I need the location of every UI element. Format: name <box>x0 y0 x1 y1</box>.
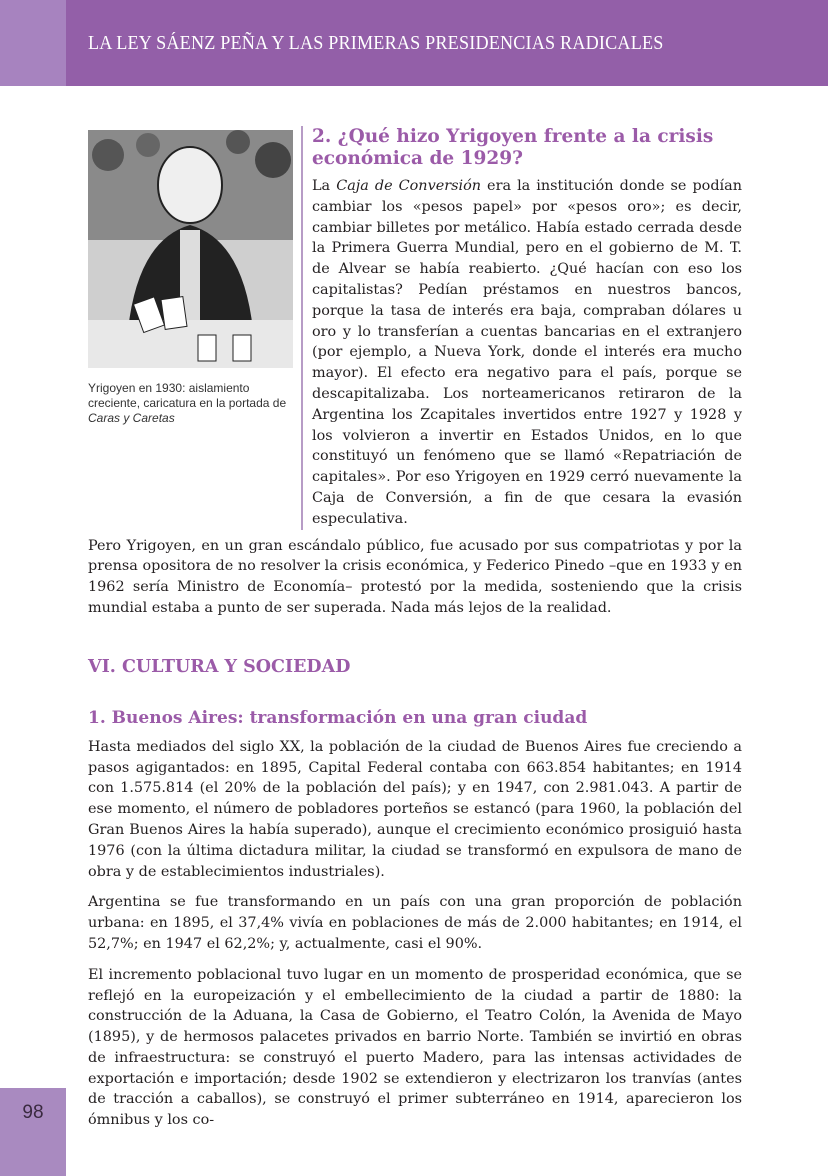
body-paragraph: El incremento poblacional tuvo lugar en un momento de prosperidad económica, que se reflejó en la europeización y el embellecimiento de la ciudad a partir de 1880: la construcción de la Aduana, la Casa de Gobierno, el Teatro Colón, la Avenida de Mayo (1895), y de hermosos palacetes privados en barrio Norte. También se invirtió en obras de infraestructura: se construyó el puerto Madero, para las intensas actividades de exportación e importación; desde 1902 se extendieron y electrizaron los tranvías (antes de tracción a caballos), se construyó el primer subterráneo en 1914, aparecieron los ómnibus y los co- <box>88 966 742 1129</box>
header-accent-strip <box>0 0 66 86</box>
section-2-block <box>88 126 742 530</box>
section-2-paragraph-2: Pero Yrigoyen, en un gran escándalo público, fue acusado por sus compatriotas y por la prensa opositora de no resolver la crisis económica, y Federico Pinedo –que en 1933 y en 1962 sería Ministro de Economía– protestó por la medida, sosteniendo que la crisis mundial estaba a punto de ser superada. Nada más lejos de la realidad. <box>88 537 742 616</box>
text: era la institución donde se podían cambiar los «pesos papel» por «pesos oro»; es decir, cambiar billetes por metálico. Había estado cerrada desde la Primera Guerra Mundial, pero en el gobierno de M. T. de Alvear se había reabierto. ¿Qué hacían con eso los capitalistas? Pedían préstamos en nuestros bancos, porque la tasa de interés era baja, compraban dólares u oro y lo transferían a cuentas bancarias en el extranjero (por ejemplo, a Nueva York, donde el interés era mucho mayor). El efecto era negativo para el país, porque se descapitalizaba. Los norteamericanos retiraron de la Argentina los Zcapitales invertidos entre 1927 y 1928 y los volvieron a invertir en Estados Unidos, en lo que constituyó un fenómeno que se llamó «Repatriación de capitales». Por eso Yrigoyen en 1929 cerró nuevamente la Caja de Conversión, a fin de que cesara la evasión especulativa. <box>312 178 742 527</box>
page-number-tab <box>0 1088 66 1176</box>
caption-text: Yrigoyen en 1930: aislamiento creciente, caricatura en la portada de <box>88 381 287 410</box>
page-content <box>88 0 742 1151</box>
caption-italic: Caras y Caretas <box>88 411 175 425</box>
chapter-title: LA LEY SÁENZ PEÑA Y LAS PRIMERAS PRESIDENCIAS RADICALES <box>88 33 664 54</box>
italic-term: Caja de Conversión <box>336 178 482 194</box>
section-2-column <box>301 126 742 530</box>
section-2-heading: 2. ¿Qué hizo Yrigoyen frente a la crisis económica de 1929? <box>312 126 714 169</box>
text: La <box>312 178 337 194</box>
section-2-paragraph <box>312 176 742 530</box>
subsection-heading: 1. Buenos Aires: transformación en una gran ciudad <box>88 707 588 728</box>
caricature-image <box>88 130 293 368</box>
section-6-heading: VI. CULTURA Y SOCIEDAD <box>88 656 351 677</box>
body-paragraph: Hasta mediados del siglo XX, la población de la ciudad de Buenos Aires fue creciendo a pasos agigantados: en 1895, Capital Federal contaba con 663.854 habitantes; en 1914 con 1.575.814 (el 20% de la población del país); y en 1947, con 2.981.043. A partir de ese momento, el número de pobladores porteños se estancó (para 1960, la población del Gran Buenos Aires la había superado), aunque el crecimiento económico prosiguió hasta 1976 (con la última dictadura militar, la ciudad se transformó en expulsora de mano de obra y de establecimientos industriales). <box>88 738 742 880</box>
figure-caption <box>88 381 293 426</box>
figure <box>88 130 293 426</box>
page-number: 98 <box>22 1102 44 1123</box>
body-paragraph: Argentina se fue transformando en un país con una gran proporción de población urbana: en 1895, el 37,4% vivía en poblaciones de más de 2.000 habitantes; en 1914, el 52,7%; en 1947 el 62,2%; y, actualmente, casi el 90%. <box>88 894 742 952</box>
